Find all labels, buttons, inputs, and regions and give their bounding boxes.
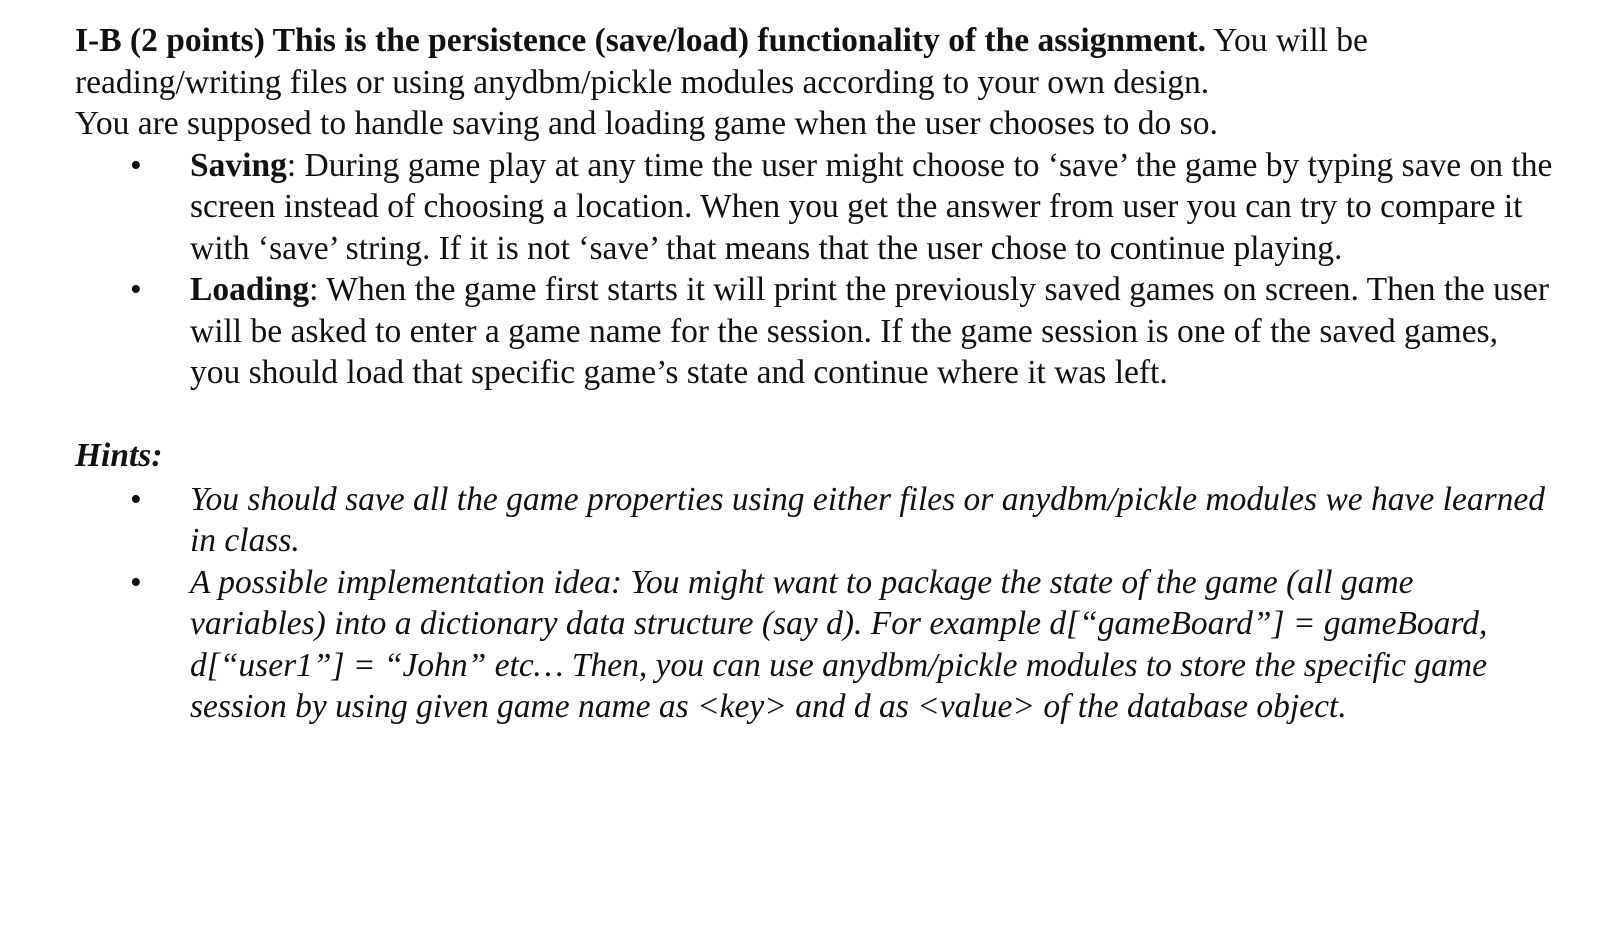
loading-term: Loading — [190, 271, 310, 308]
hint-text: A possible implementation idea: You might want to package the state of the game (all game variables) into a dictionary data structure (say d). For example d[“gameBoard”] = gameBoard, d[“user1”] = “John” etc… Then, you can use anydbm/pickle modules to store the specific game session by using given game name as <key> and d as <value> of the database object. — [190, 563, 1488, 725]
intro-paragraph — [75, 20, 1555, 103]
bullet-icon: • — [130, 146, 142, 184]
saving-term: Saving — [190, 146, 287, 184]
intro-line-2: You are supposed to handle saving and loading game when the user chooses to do so. — [75, 105, 1218, 142]
hints-heading: Hints: — [75, 436, 163, 474]
intro-text: You will be reading/writing files or using anydbm/pickle modules according to your own design. — [75, 22, 1368, 101]
bullet-icon: • — [130, 480, 142, 518]
document-body — [75, 20, 1555, 728]
hint-item — [75, 479, 1555, 562]
saving-text: : During game play at any time the user might choose to ‘save’ the game by typing save on the screen instead of choosing a location. When you get the answer from user you can try to compare it with ‘save’ string. If it is not ‘save’ that means that the user chose to continue playing. — [190, 146, 1553, 267]
bullet-icon: • — [130, 563, 142, 601]
hint-item — [75, 562, 1555, 728]
hints-list — [75, 479, 1555, 728]
section-heading: I-B (2 points) This is the persistence (save/load) functionality of the assignment. — [75, 22, 1206, 59]
hint-text: You should save all the game properties using either files or anydbm/pickle modules we have learned in class. — [190, 480, 1545, 559]
bullet-icon: • — [130, 271, 142, 308]
loading-text: : When the game first starts it will print the previously saved games on screen. Then the user will be asked to enter a game name for the session. If the game session is one of the saved games, you should load that specific game’s state and continue where it was left. — [190, 271, 1549, 391]
list-item-loading — [75, 269, 1555, 394]
list-item-saving — [75, 145, 1555, 270]
requirements-list — [75, 145, 1555, 394]
